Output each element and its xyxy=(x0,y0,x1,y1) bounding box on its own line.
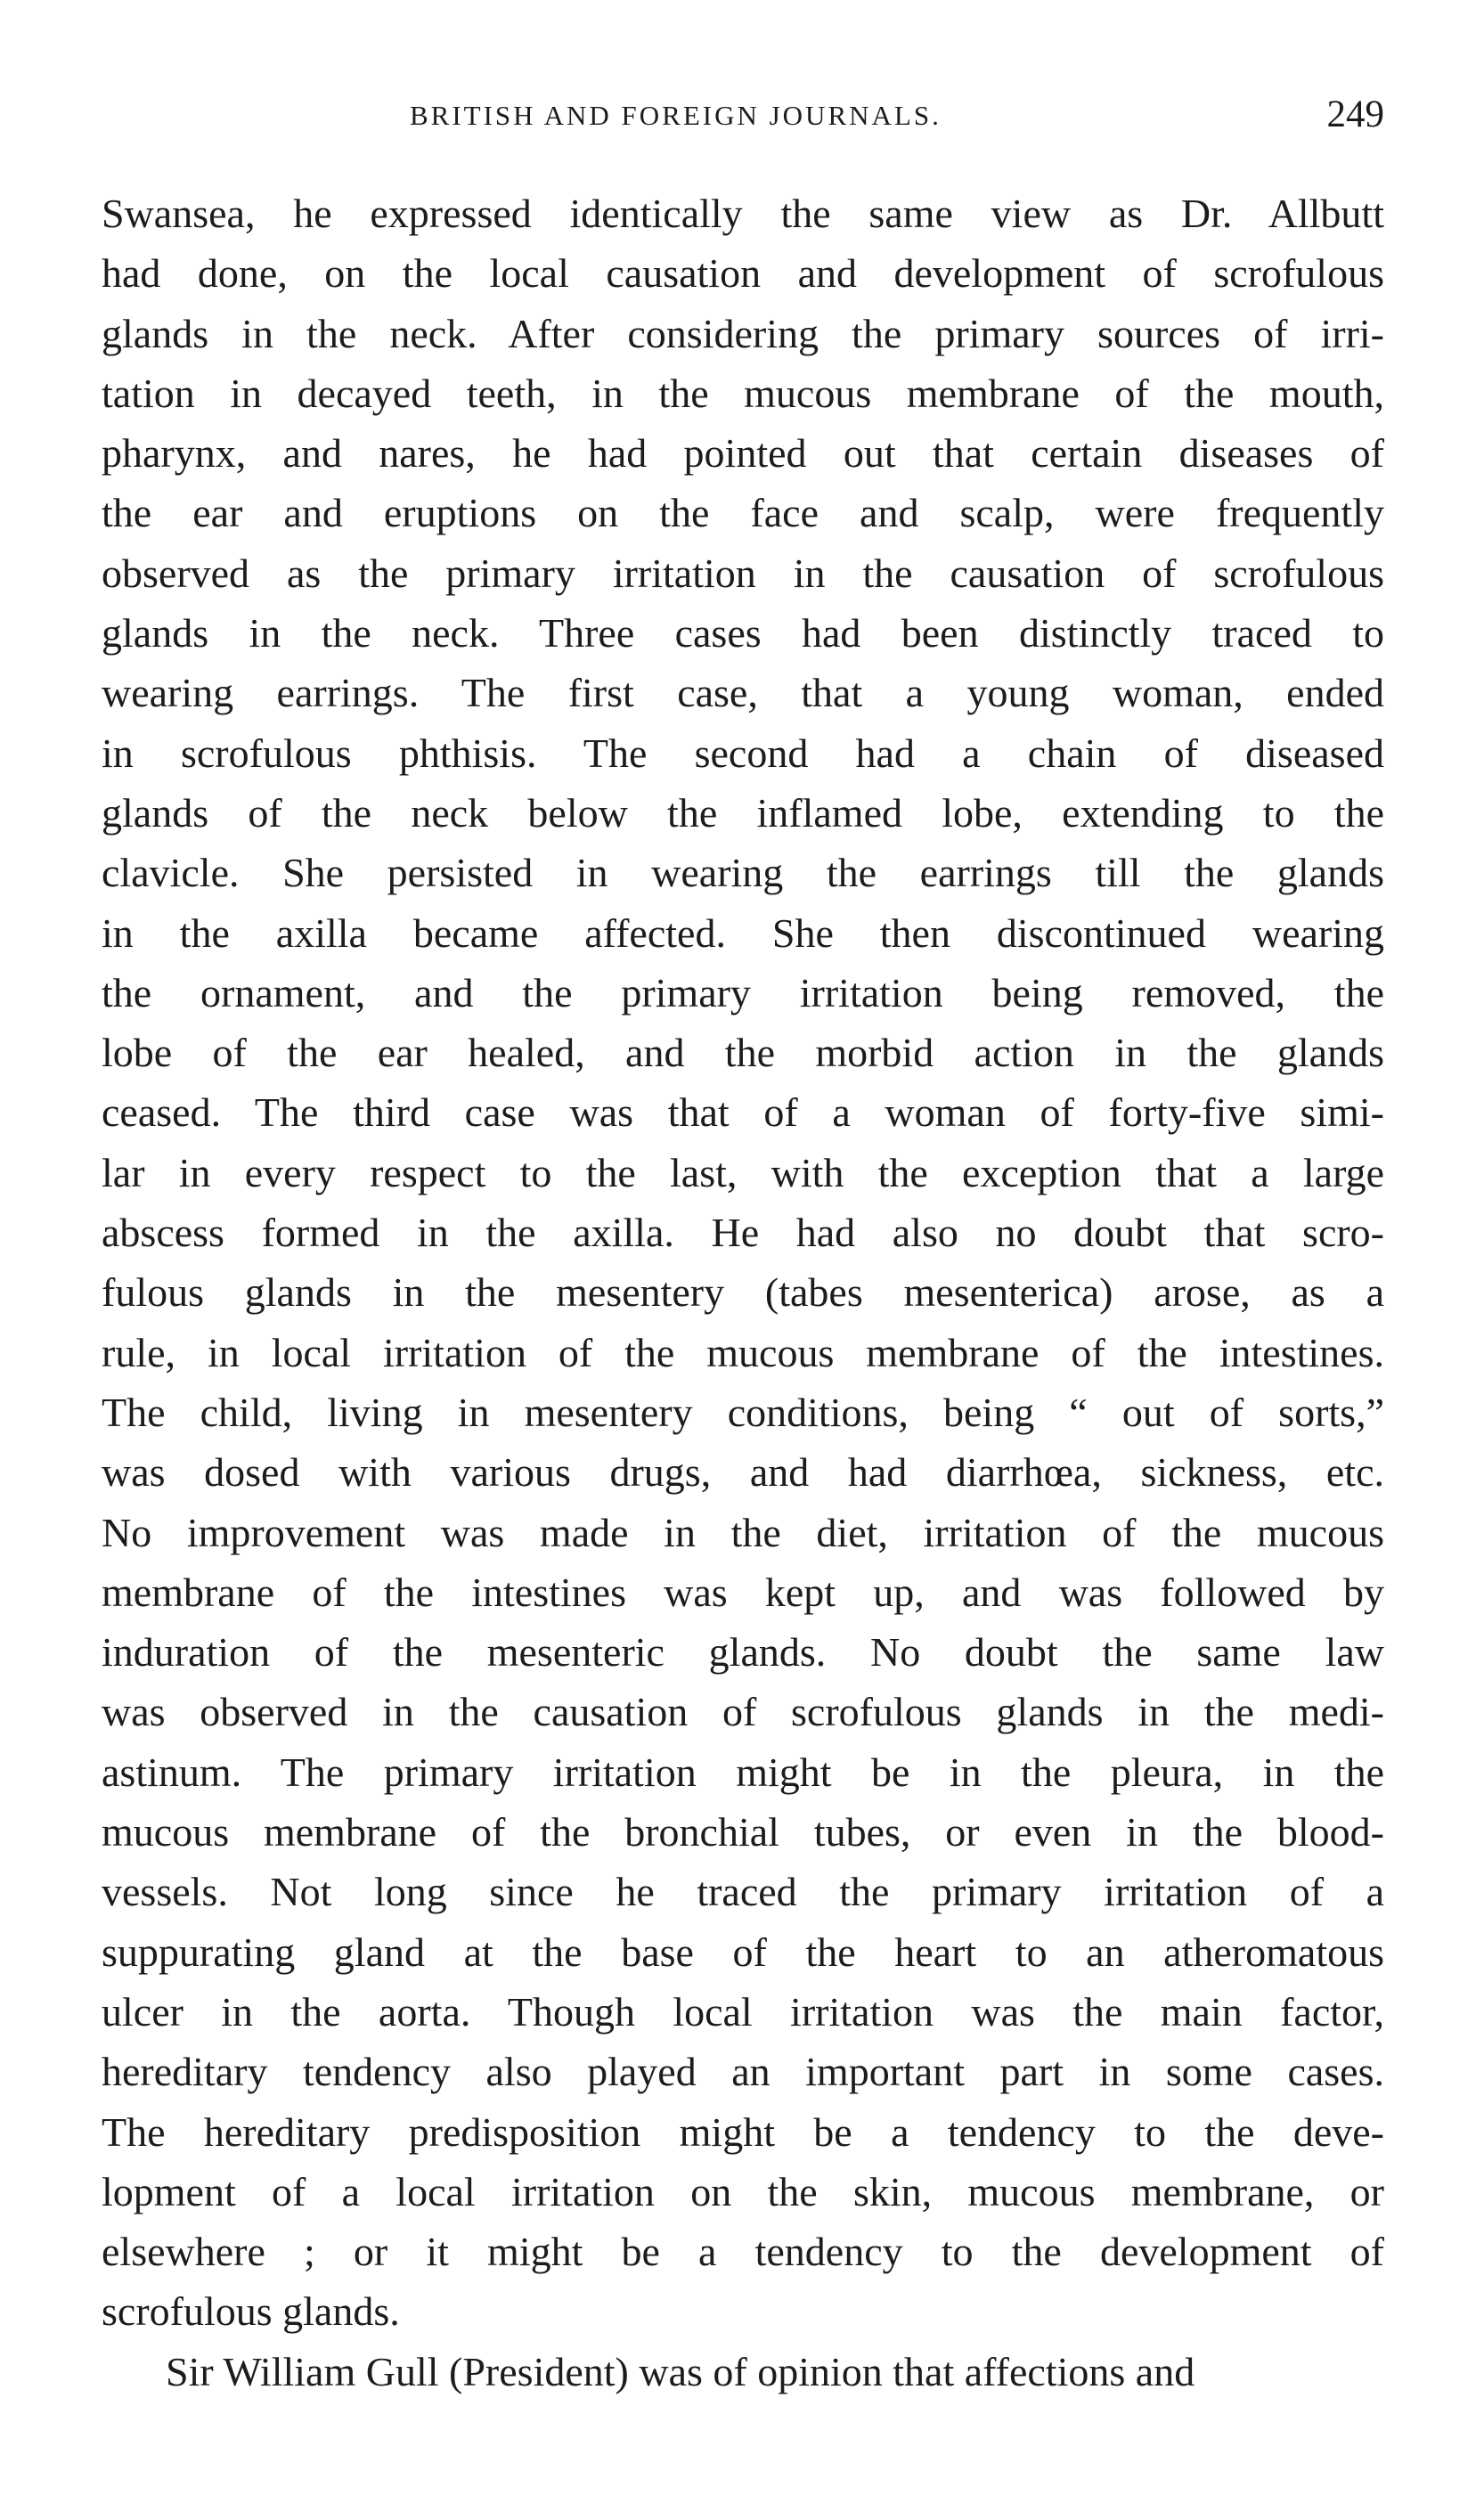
text-line: astinum. The primary irritation might be in the pleura, in the xyxy=(102,1749,1384,1795)
text-line: suppurating gland at the base of the heart to an atheromatous xyxy=(102,1929,1384,1975)
text-line: in the axilla became affected. She then discontinued wearing xyxy=(102,909,1384,956)
text-line: vessels. Not long since he traced the primary irritation of a xyxy=(102,1869,1384,1915)
text-line: rule, in local irritation of the mucous membrane of the intestines. xyxy=(102,1329,1384,1375)
text-line: wearing earrings. The first case, that a young woman, ended xyxy=(102,670,1384,716)
text-line: ceased. The third case was that of a woman of forty-five simi- xyxy=(102,1089,1384,1136)
text-line: tation in decayed teeth, in the mucous membrane of the mouth, xyxy=(102,370,1384,416)
text-line: Sir William Gull (President) was of opinion that affections and xyxy=(166,2348,1195,2394)
running-head xyxy=(102,93,1384,146)
text-line: in scrofulous phthisis. The second had a chain of diseased xyxy=(102,730,1384,776)
text-line: scrofulous glands. xyxy=(102,2288,400,2335)
paragraph xyxy=(102,183,1384,2342)
text-line: lopment of a local irritation on the skin, mucous membrane, or xyxy=(102,2168,1384,2214)
text-line: had done, on the local causation and development of scrofulous xyxy=(102,250,1384,297)
text-line: No improvement was made in the diet, irritation of the mucous xyxy=(102,1509,1384,1555)
text-line: fulous glands in the mesentery (tabes mesenterica) arose, as a xyxy=(102,1269,1384,1316)
text-line: glands in the neck. Three cases had been distinctly traced to xyxy=(102,610,1384,657)
text-line: membrane of the intestines was kept up, and was followed by xyxy=(102,1569,1384,1615)
page-number: 249 xyxy=(1326,94,1384,135)
text-line: was observed in the causation of scrofulous glands in the medi- xyxy=(102,1689,1384,1735)
text-line: lobe of the ear healed, and the morbid action in the glands xyxy=(102,1030,1384,1076)
text-line: The hereditary predisposition might be a tendency to the deve- xyxy=(102,2108,1384,2155)
text-line: glands of the neck below the inflamed lobe, extending to the xyxy=(102,789,1384,836)
paragraph xyxy=(102,2342,1384,2402)
text-line: The child, living in mesentery conditions, being “ out of sorts,” xyxy=(102,1389,1384,1435)
text-line: elsewhere ; or it might be a tendency to the development of xyxy=(102,2229,1384,2275)
running-title: BRITISH AND FOREIGN JOURNALS. xyxy=(410,100,942,131)
text-line: lar in every respect to the last, with the exception that a large xyxy=(102,1149,1384,1195)
text-line: glands in the neck. After considering the primary sources of irri- xyxy=(102,310,1384,356)
text-line: pharynx, and nares, he had pointed out that certain diseases of xyxy=(102,430,1384,477)
text-line: induration of the mesenteric glands. No doubt the same law xyxy=(102,1629,1384,1676)
text-line: the ear and eruptions on the face and scalp, were frequently xyxy=(102,490,1384,536)
text-line: ulcer in the aorta. Though local irritation was the main factor, xyxy=(102,1988,1384,2035)
text-line: Swansea, he expressed identically the same view as Dr. Allbutt xyxy=(102,191,1384,236)
text-line: abscess formed in the axilla. He had also no doubt that scro- xyxy=(102,1210,1384,1256)
text-line: observed as the primary irritation in the causation of scrofulous xyxy=(102,550,1384,596)
body-text xyxy=(102,183,1384,2402)
text-line: mucous membrane of the bronchial tubes, or even in the blood- xyxy=(102,1809,1384,1855)
text-line: was dosed with various drugs, and had diarrhœa, sickness, etc. xyxy=(102,1449,1384,1496)
text-line: the ornament, and the primary irritation being removed, the xyxy=(102,969,1384,1015)
text-line: clavicle. She persisted in wearing the earrings till the glands xyxy=(102,850,1384,896)
text-line: hereditary tendency also played an important part in some cases. xyxy=(102,2049,1384,2095)
